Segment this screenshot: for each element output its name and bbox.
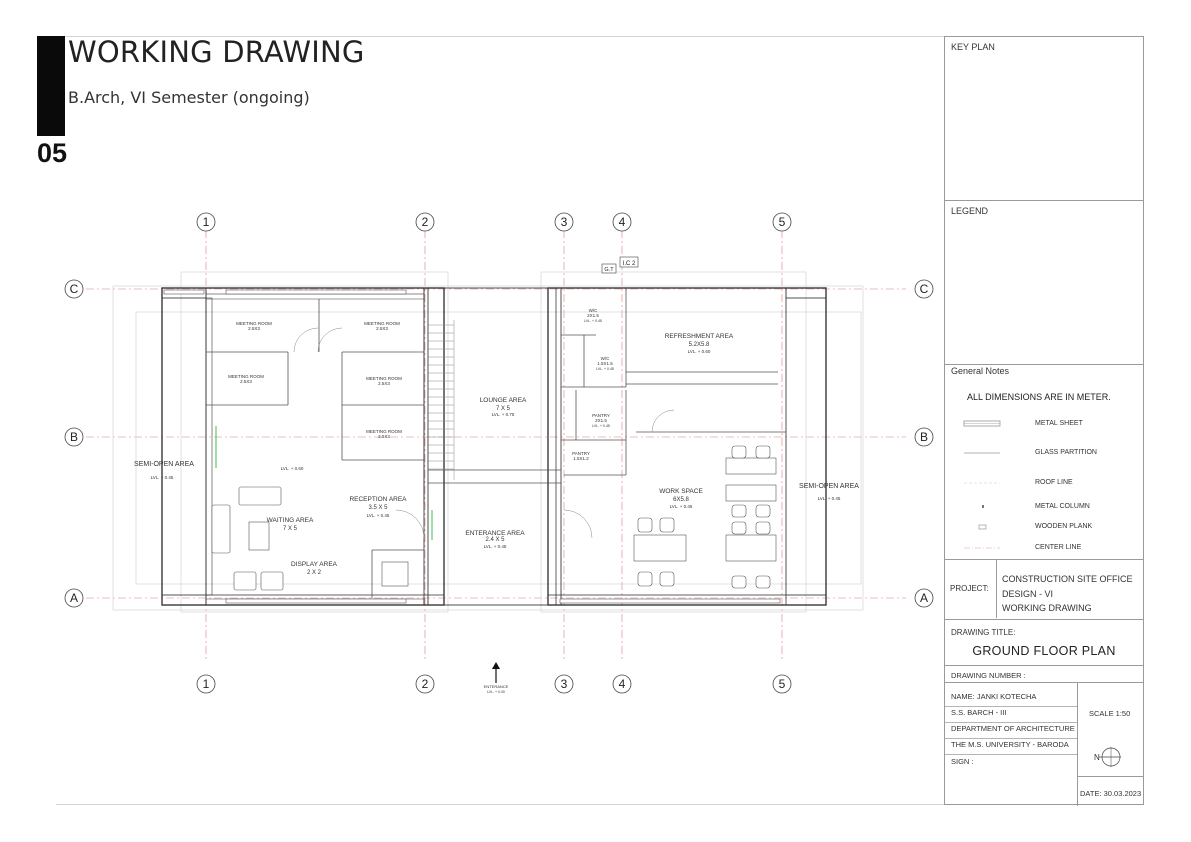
staircase bbox=[428, 320, 454, 480]
project-divider bbox=[996, 560, 997, 618]
sheet-border-top bbox=[65, 36, 944, 37]
info-rule-3 bbox=[945, 738, 1077, 739]
ground-floor-plan bbox=[56, 200, 936, 700]
semi-open-right-level: LVL. + 0.45 bbox=[817, 496, 841, 501]
general-notes-heading: General Notes bbox=[951, 366, 1010, 376]
reception-level: LVL. + 0.45 bbox=[366, 513, 390, 518]
info-rule-1 bbox=[945, 706, 1077, 707]
glass-partition-markers bbox=[216, 426, 432, 540]
meeting-room-1-dim: 2.5X3 bbox=[248, 326, 260, 331]
pantry-1-label: PANTRY bbox=[592, 413, 610, 418]
wc-1-label: W/C bbox=[588, 308, 598, 313]
legend-center-line-label: CENTER LINE bbox=[1035, 544, 1082, 551]
ic-tag: I.C 2 bbox=[622, 261, 636, 267]
project-design: DESIGN - VI bbox=[1002, 588, 1054, 599]
sheet-border-bottom bbox=[56, 804, 944, 805]
grid-label-a-right: A bbox=[919, 591, 929, 605]
drawing-date: DATE: 30.03.2023 bbox=[1080, 789, 1142, 798]
work-space-level: LVL. + 0.45 bbox=[669, 504, 693, 509]
enterance-level: LVL. + 0.45 bbox=[483, 544, 507, 549]
project-label: PROJECT: bbox=[950, 584, 989, 593]
wc-2-label: W/C bbox=[600, 356, 610, 361]
pantry-2-dim: 1.5X1.2 bbox=[573, 456, 589, 461]
drawing-title: GROUND FLOOR PLAN bbox=[972, 644, 1116, 658]
info-divider bbox=[1077, 683, 1078, 806]
grid-label-2-bottom: 2 bbox=[421, 677, 429, 691]
university: THE M.S. UNIVERSITY - BARODA bbox=[951, 740, 1069, 749]
grid-label-b-right: B bbox=[919, 430, 929, 444]
grid-label-3-bottom: 3 bbox=[560, 677, 568, 691]
legend-glass-partition-label: GLASS PARTITION bbox=[1035, 449, 1097, 456]
gt-tag: G.T bbox=[604, 267, 614, 273]
key-plan-label: KEY PLAN bbox=[951, 42, 995, 52]
entrance-arrow-icon bbox=[492, 662, 500, 683]
sheet-number: 05 bbox=[37, 138, 68, 168]
title-block-bar bbox=[37, 36, 65, 136]
enterance-area-label: ENTERANCE AREA bbox=[465, 530, 525, 537]
section-tags bbox=[602, 257, 638, 273]
meeting-room-2-label: MEETING ROOM bbox=[364, 321, 400, 326]
drawing-title-label: DRAWING TITLE: bbox=[951, 628, 1016, 637]
center-lines bbox=[86, 230, 906, 660]
semi-open-right-label: SEMI-OPEN AREA bbox=[799, 483, 859, 490]
legend-wooden-plank-label: WOODEN PLANK bbox=[1035, 523, 1093, 530]
waiting-level: LVL. + 0.60 bbox=[280, 466, 304, 471]
drawing-title-panel bbox=[945, 620, 1143, 666]
project-name: CONSTRUCTION SITE OFFICE bbox=[1002, 574, 1133, 584]
student-name: NAME: JANKI KOTECHA bbox=[951, 692, 1037, 701]
meeting-room-2-dim: 2.5X3 bbox=[376, 326, 388, 331]
grid-label-c-left: C bbox=[69, 282, 79, 296]
drawing-scale: SCALE 1:50 bbox=[1089, 709, 1131, 718]
lounge-area-dim: 7 X 5 bbox=[495, 406, 511, 412]
lounge-level: LVL. + 0.75 bbox=[491, 412, 515, 417]
north-arrow-icon bbox=[1093, 745, 1123, 769]
grid-label-c-right: C bbox=[919, 282, 929, 296]
info-rule-4 bbox=[945, 754, 1077, 755]
title-block bbox=[944, 36, 1144, 805]
waiting-area-dim: 7 X 5 bbox=[282, 526, 298, 532]
meeting-room-5-label: MEETING ROOM bbox=[366, 429, 402, 434]
sheet-subtitle: B.Arch, VI Semester (ongoing) bbox=[68, 88, 310, 107]
display-area-dim: 2 X 2 bbox=[306, 570, 322, 576]
general-notes-panel bbox=[945, 365, 1143, 560]
work-space-dim: 6X5.8 bbox=[673, 497, 689, 503]
date-divider bbox=[1077, 776, 1143, 777]
wc-2-dim: 1.5X1.5 bbox=[597, 361, 613, 366]
work-space-label: WORK SPACE bbox=[659, 488, 703, 495]
entrance-level: LVL. + 0.00 bbox=[487, 690, 505, 694]
legend-panel bbox=[945, 201, 1143, 365]
meeting-room-3-dim: 2.5X3 bbox=[240, 379, 252, 384]
refreshment-area-label: REFRESHMENT AREA bbox=[664, 333, 734, 340]
grid-label-1-bottom: 1 bbox=[202, 677, 210, 691]
department: DEPARTMENT OF ARCHITECTURE bbox=[951, 724, 1075, 733]
north-label: N bbox=[1094, 753, 1100, 762]
grid-label-3-top: 3 bbox=[560, 215, 568, 229]
wc-1-level: LVL. + 0.45 bbox=[584, 319, 602, 323]
meeting-room-5-dim: 2.5X3 bbox=[378, 434, 390, 439]
waiting-area-label: WAITING AREA bbox=[266, 517, 314, 524]
project-type: WORKING DRAWING bbox=[1002, 603, 1092, 613]
grid-labels bbox=[70, 215, 929, 691]
semi-open-left-label: SEMI-OPEN AREA bbox=[134, 461, 194, 468]
grid-label-1-top: 1 bbox=[202, 215, 210, 229]
pantry-1-level: LVL. + 0.45 bbox=[592, 424, 610, 428]
entrance-label: ENTERANCE bbox=[483, 684, 509, 689]
legend-roof-line-label: ROOF LINE bbox=[1035, 479, 1073, 486]
grid-label-2-top: 2 bbox=[421, 215, 429, 229]
meeting-room-4-dim: 2.5X3 bbox=[378, 381, 390, 386]
sign-label: SIGN : bbox=[951, 757, 974, 766]
legend-metal-sheet-label: METAL SHEET bbox=[1035, 420, 1083, 427]
sheet-title: WORKING DRAWING bbox=[68, 35, 365, 69]
meeting-room-3-label: MEETING ROOM bbox=[228, 374, 264, 379]
wc-1-dim: 2X1.5 bbox=[587, 313, 599, 318]
grid-bubbles bbox=[65, 213, 933, 693]
info-rule-2 bbox=[945, 722, 1077, 723]
grid-label-5-top: 5 bbox=[778, 215, 786, 229]
grid-label-4-top: 4 bbox=[618, 215, 626, 229]
lounge-area-label: LOUNGE AREA bbox=[479, 397, 527, 404]
reception-area-dim: 3.5 X 5 bbox=[368, 505, 388, 511]
grid-label-4-bottom: 4 bbox=[618, 677, 626, 691]
wc-2-level: LVL. + 0.45 bbox=[596, 367, 614, 371]
drawing-number-label: DRAWING NUMBER : bbox=[951, 671, 1026, 680]
grid-label-a-left: A bbox=[69, 591, 79, 605]
pantry-1-dim: 2X1.5 bbox=[595, 418, 607, 423]
student-class: S.S. BARCH - III bbox=[951, 708, 1007, 717]
reception-area-label: RECEPTION AREA bbox=[349, 496, 407, 503]
meeting-room-1-label: MEETING ROOM bbox=[236, 321, 272, 326]
semi-open-left-level: LVL. + 0.45 bbox=[150, 475, 174, 480]
grid-label-5-bottom: 5 bbox=[778, 677, 786, 691]
refreshment-area-dim: 5.2X5.8 bbox=[688, 342, 710, 348]
refreshment-level: LVL. + 0.60 bbox=[687, 349, 711, 354]
legend-metal-column-label: METAL COLUMN bbox=[1035, 503, 1090, 510]
legend-label: LEGEND bbox=[951, 206, 989, 216]
pantry-2-label: PANTRY bbox=[572, 451, 590, 456]
door-swings bbox=[294, 328, 674, 538]
project-details bbox=[1002, 572, 1133, 616]
grid-label-b-left: B bbox=[69, 430, 79, 444]
enterance-area-dim: 2.4 X 5 bbox=[485, 537, 505, 543]
meeting-room-4-label: MEETING ROOM bbox=[366, 376, 402, 381]
key-plan-panel bbox=[945, 37, 1143, 201]
dimensions-note: ALL DIMENSIONS ARE IN METER. bbox=[967, 392, 1111, 402]
display-area-label: DISPLAY AREA bbox=[290, 561, 338, 568]
